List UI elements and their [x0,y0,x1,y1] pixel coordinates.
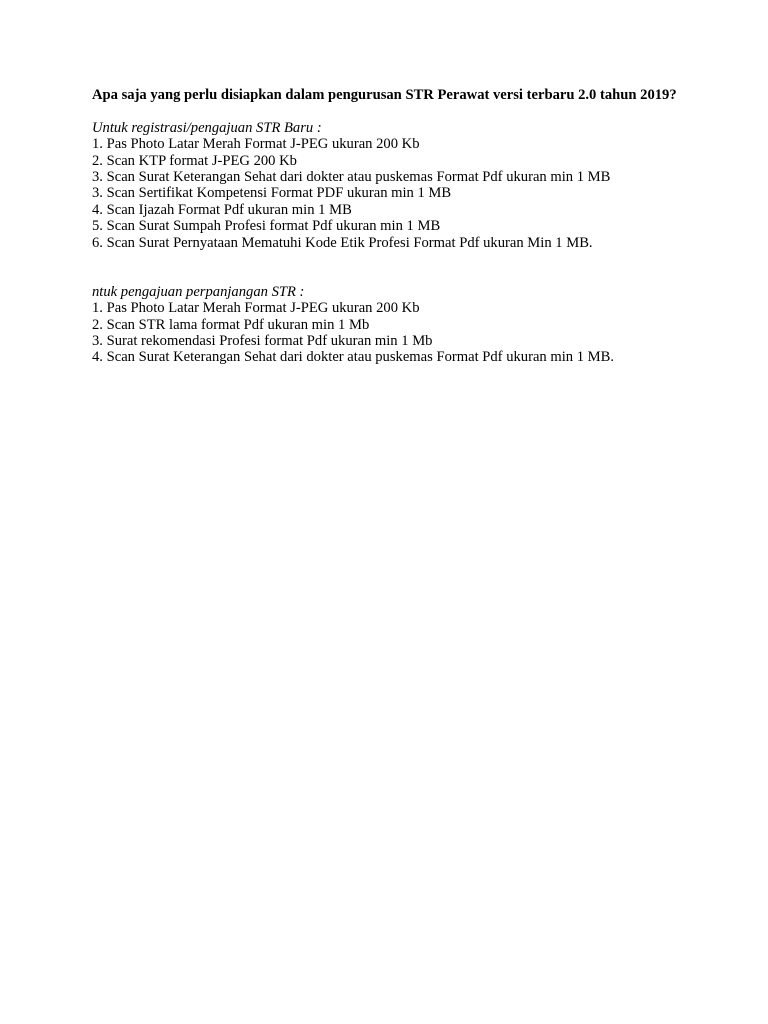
section-renewal [92,284,692,366]
section-heading: Untuk registrasi/pengajuan STR Baru : [92,119,322,136]
list-item: 6. Scan Surat Pernyataan Mematuhi Kode Etik Profesi Format Pdf ukuran Min 1 MB. [92,234,593,251]
list-item: 3. Scan Surat Keterangan Sehat dari dokter atau puskemas Format Pdf ukuran min 1 MB [92,169,611,186]
section-heading: ntuk pengajuan perpanjangan STR : [92,283,305,300]
spacer [92,251,692,284]
section-new-registration [92,120,692,251]
list-item: 4. Scan Ijazah Format Pdf ukuran min 1 MB [92,201,352,218]
list-item: 4. Scan Surat Keterangan Sehat dari dokter atau puskemas Format Pdf ukuran min 1 MB. [92,349,615,366]
spacer [92,103,692,119]
list-item: 3. Surat rekomendasi Profesi format Pdf ukuran min 1 Mb [92,333,433,350]
list-item: 2. Scan STR lama format Pdf ukuran min 1 Mb [92,316,370,333]
list-item: 5. Scan Surat Sumpah Profesi format Pdf ukuran min 1 MB [92,218,441,235]
document-title: Apa saja yang perlu disiapkan dalam pengurusan STR Perawat versi terbaru 2.0 tahun 2019? [92,87,677,103]
list-item: 3. Scan Sertifikat Kompetensi Format PDF ukuran min 1 MB [92,185,452,202]
list-item: 2. Scan KTP format J-PEG 200 Kb [92,152,297,169]
list-item: 1. Pas Photo Latar Merah Format J-PEG ukuran 200 Kb [92,136,420,153]
list-item: 1. Pas Photo Latar Merah Format J-PEG ukuran 200 Kb [92,300,420,317]
document-content [92,87,692,366]
